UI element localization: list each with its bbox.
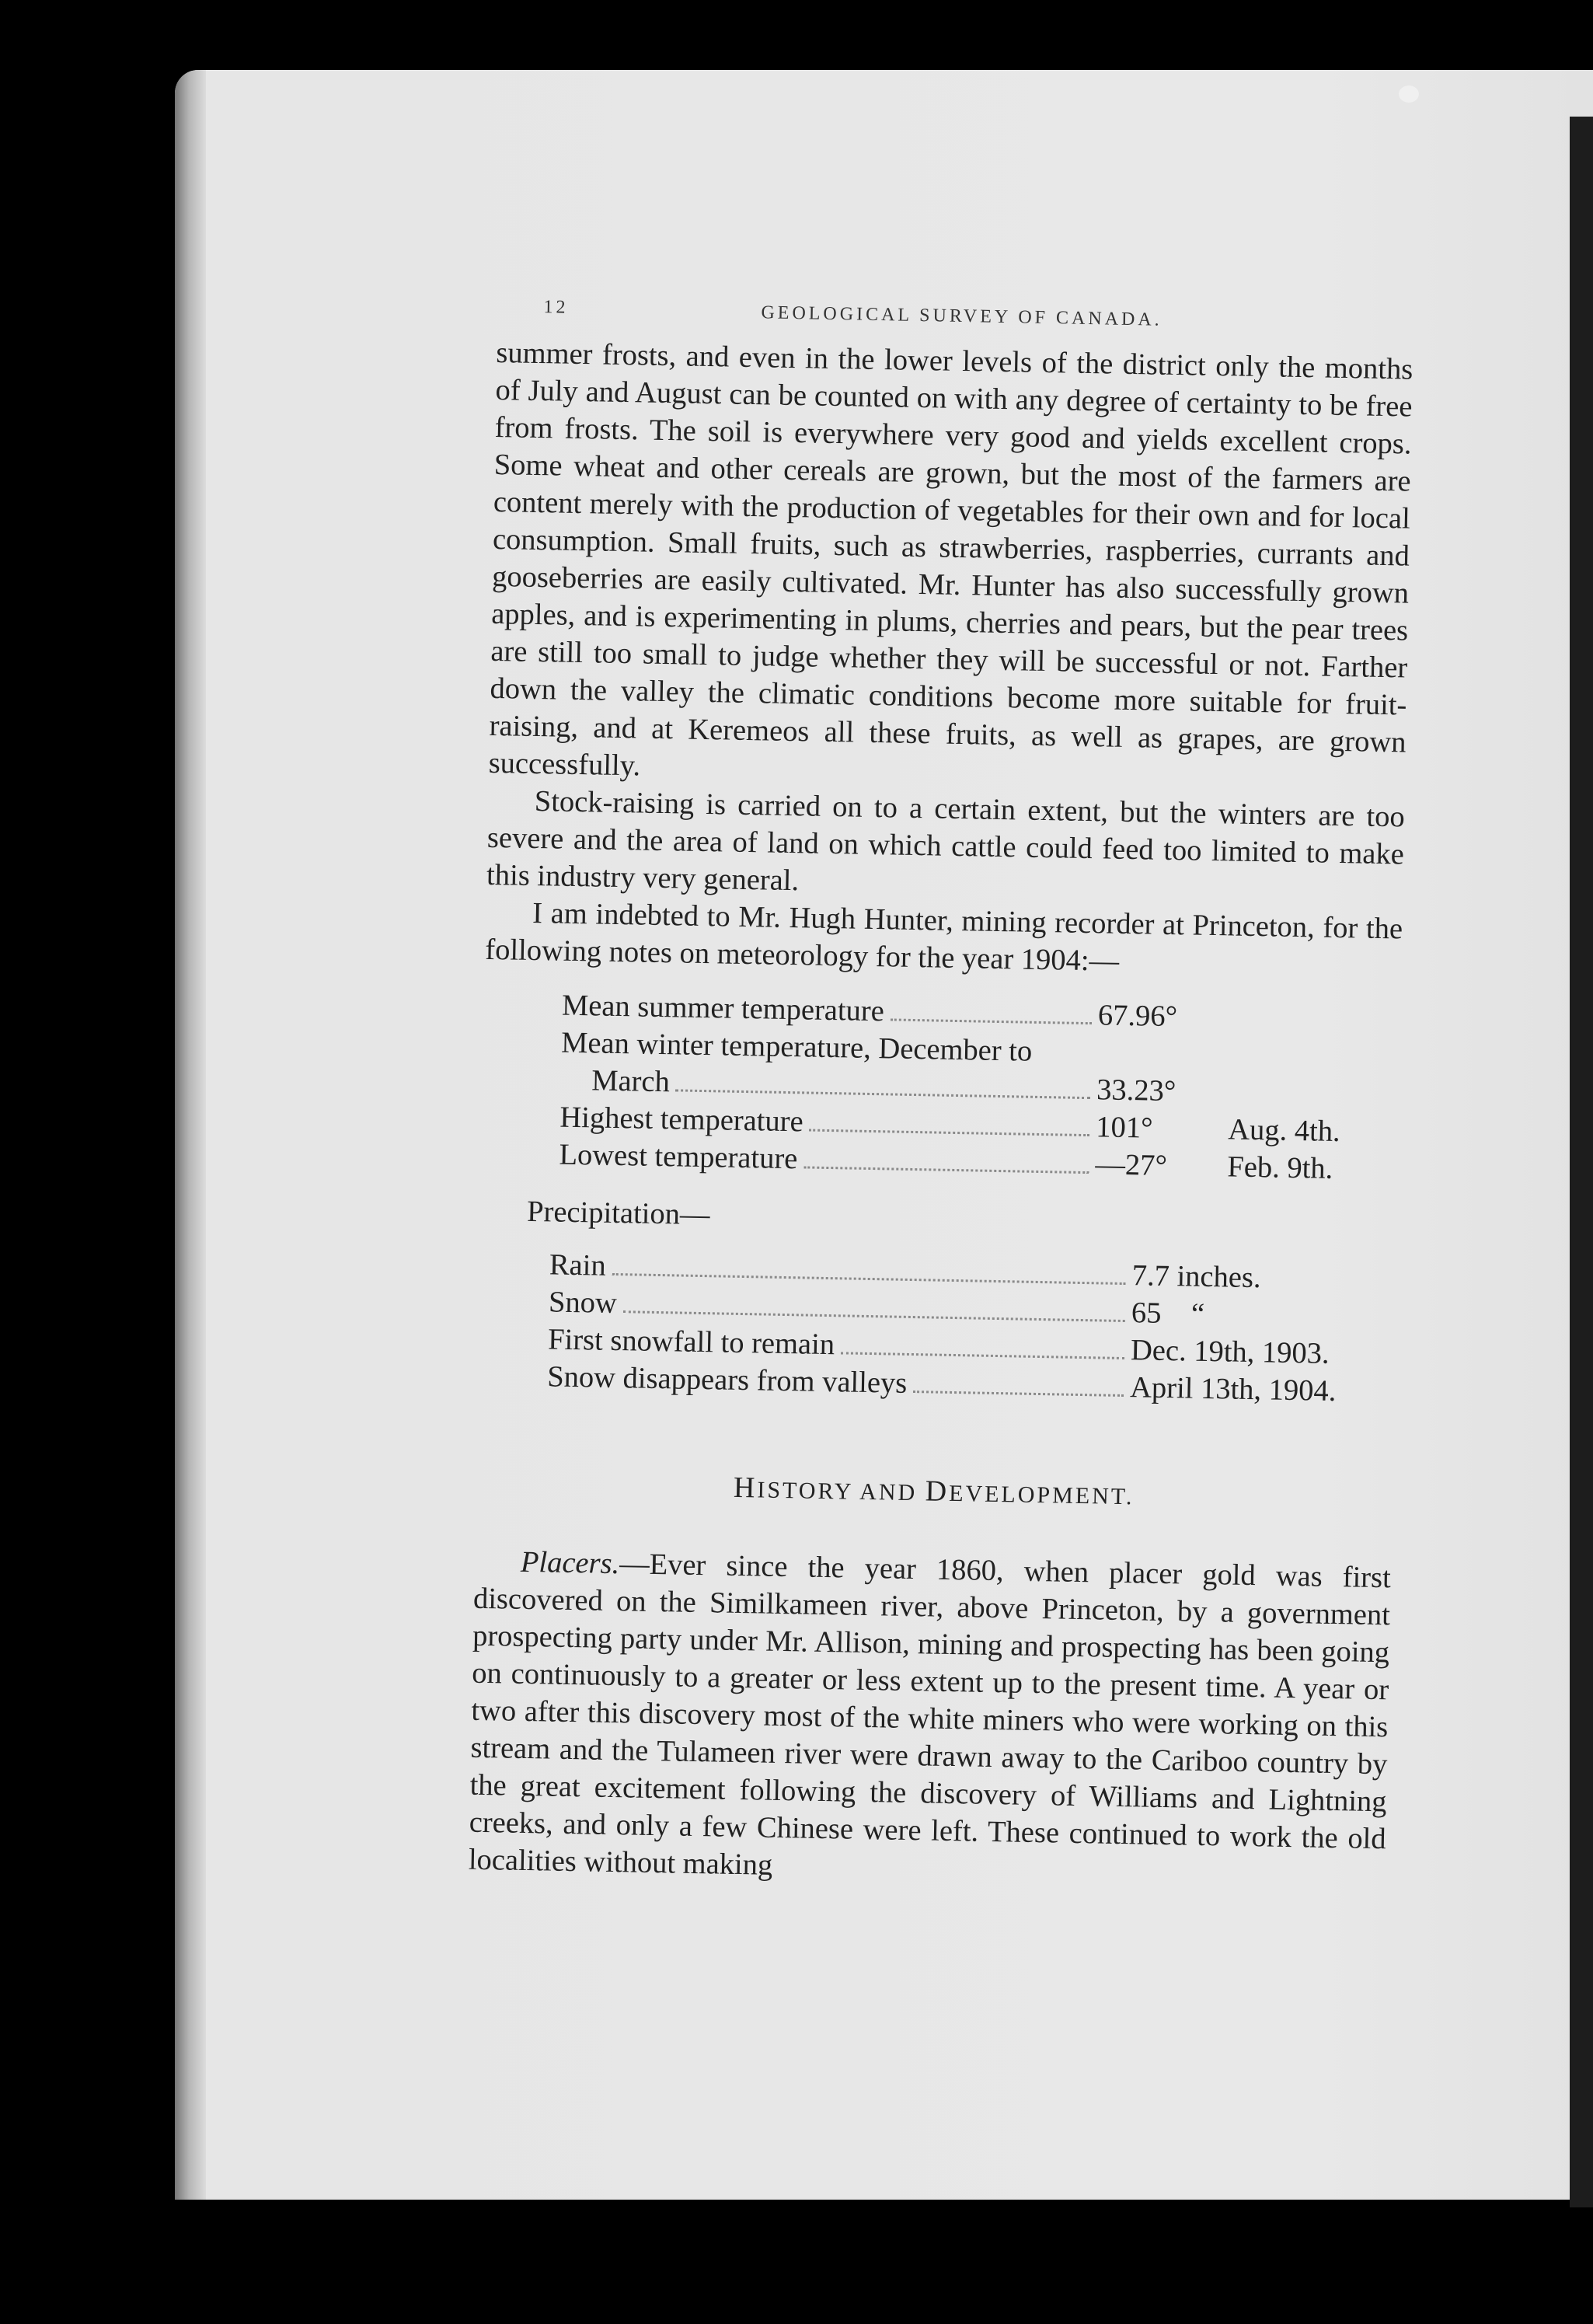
heading-text: ISTORY AND: [757, 1477, 926, 1506]
adjacent-page-edge: [1570, 117, 1593, 2207]
page-binding-edge: [175, 70, 206, 2200]
heading-initial: D: [925, 1474, 950, 1508]
row-date: Aug. 4th.: [1227, 1113, 1341, 1149]
placers-text: —Ever since the year 1860, when placer gold was first discovered on the Similkameen river, above Princeton, by a government prospecting party under Mr. Allison, mining and prospecting has been going on continuously to a greater or less extent up to the present time. A year or two after this discovery most of the white miners who were working on this stream and the Tulameen river were drawn away to the Cariboo country by the great excitement following the discovery of Williams and Lightning creeks, and only a few Chinese were left. These continued to work the old localities without making: [468, 1548, 1392, 1882]
row-value: —27°: [1095, 1148, 1168, 1182]
row-label: Snow: [548, 1286, 618, 1321]
scan-speck: [1399, 85, 1419, 103]
row-value: 67.96°: [1097, 999, 1178, 1034]
row-value: Dec. 19th, 1903.: [1130, 1334, 1330, 1370]
row-label: Mean winter temperature, December to: [560, 1026, 1033, 1068]
paragraph-placers: [468, 1543, 1391, 1896]
paragraph-meteorology-intro: I am indebted to Mr. Hugh Hunter, mining recorder at Princeton, for the following notes on meteorology for the year 1904:—: [485, 896, 1403, 978]
dot-leader: [841, 1344, 1124, 1359]
page-number: 12: [543, 297, 569, 318]
row-label: First snowfall to remain: [547, 1323, 835, 1362]
paragraph-stock-raising: Stock-raising is carried on to a certain extent, but the winters are too severe and the area of land on which cattle could feed too limited to make this industry very general.: [486, 784, 1406, 898]
placers-label: Placers.: [520, 1545, 620, 1581]
dot-leader: [891, 1010, 1092, 1024]
meteorology-table: [559, 987, 1362, 1188]
dot-leader: [612, 1265, 1125, 1285]
row-date: [1229, 1101, 1361, 1104]
dot-leader: [676, 1081, 1091, 1099]
row-date: Feb. 9th.: [1227, 1150, 1333, 1185]
dot-leader: [803, 1158, 1089, 1174]
row-value: 7.7 inches.: [1131, 1259, 1261, 1295]
row-value: 101°: [1095, 1111, 1153, 1145]
row-label: Mean summer temperature: [561, 989, 885, 1028]
row-label: Snow disappears from valleys: [546, 1360, 908, 1400]
row-value: 65 “: [1131, 1296, 1205, 1331]
running-head: GEOLOGICAL SURVEY OF CANADA.: [761, 302, 1163, 330]
paragraph-frosts: summer frosts, and even in the lower levels of the district only the months of July and August can be counted on with any degree of certainty to be free from frosts. The soil is everywhere very good and yields excellent crops. Some wheat and other cereals are grown, but the most of the farmers are content merely with the production of vegetables for their own and for local consumption. Small fruits, such as strawberries, raspberries, currants and gooseberries are easily cultivated. Mr. Hunter has also successfully grown apples, and is experimenting in plums, cherries and pears, but the pear trees are still too small to judge whether they will be successful or not. Farther down the valley the climatic conditions become more suitable for fruit-raising, and at Keremeos all these fruits, as well as grapes, are grown successfully.: [488, 336, 1413, 783]
row-label: Highest temperature: [559, 1101, 804, 1139]
row-value: 33.23°: [1096, 1073, 1176, 1108]
section-heading: [475, 1464, 1393, 1521]
dot-leader: [809, 1122, 1089, 1137]
row-value: April 13th, 1904.: [1129, 1371, 1337, 1408]
row-label: Lowest temperature: [559, 1138, 798, 1176]
dot-leader: [913, 1383, 1124, 1397]
row-label: Rain: [549, 1248, 607, 1282]
page-text: [468, 288, 1413, 1895]
heading-initial: H: [733, 1471, 758, 1505]
heading-text: EVELOPMENT.: [948, 1480, 1135, 1510]
row-date: [1230, 1027, 1362, 1029]
precipitation-table: [547, 1246, 1358, 1410]
row-label: March: [591, 1064, 671, 1099]
precipitation-heading: Precipitation—: [526, 1195, 710, 1232]
dot-leader: [623, 1303, 1125, 1322]
